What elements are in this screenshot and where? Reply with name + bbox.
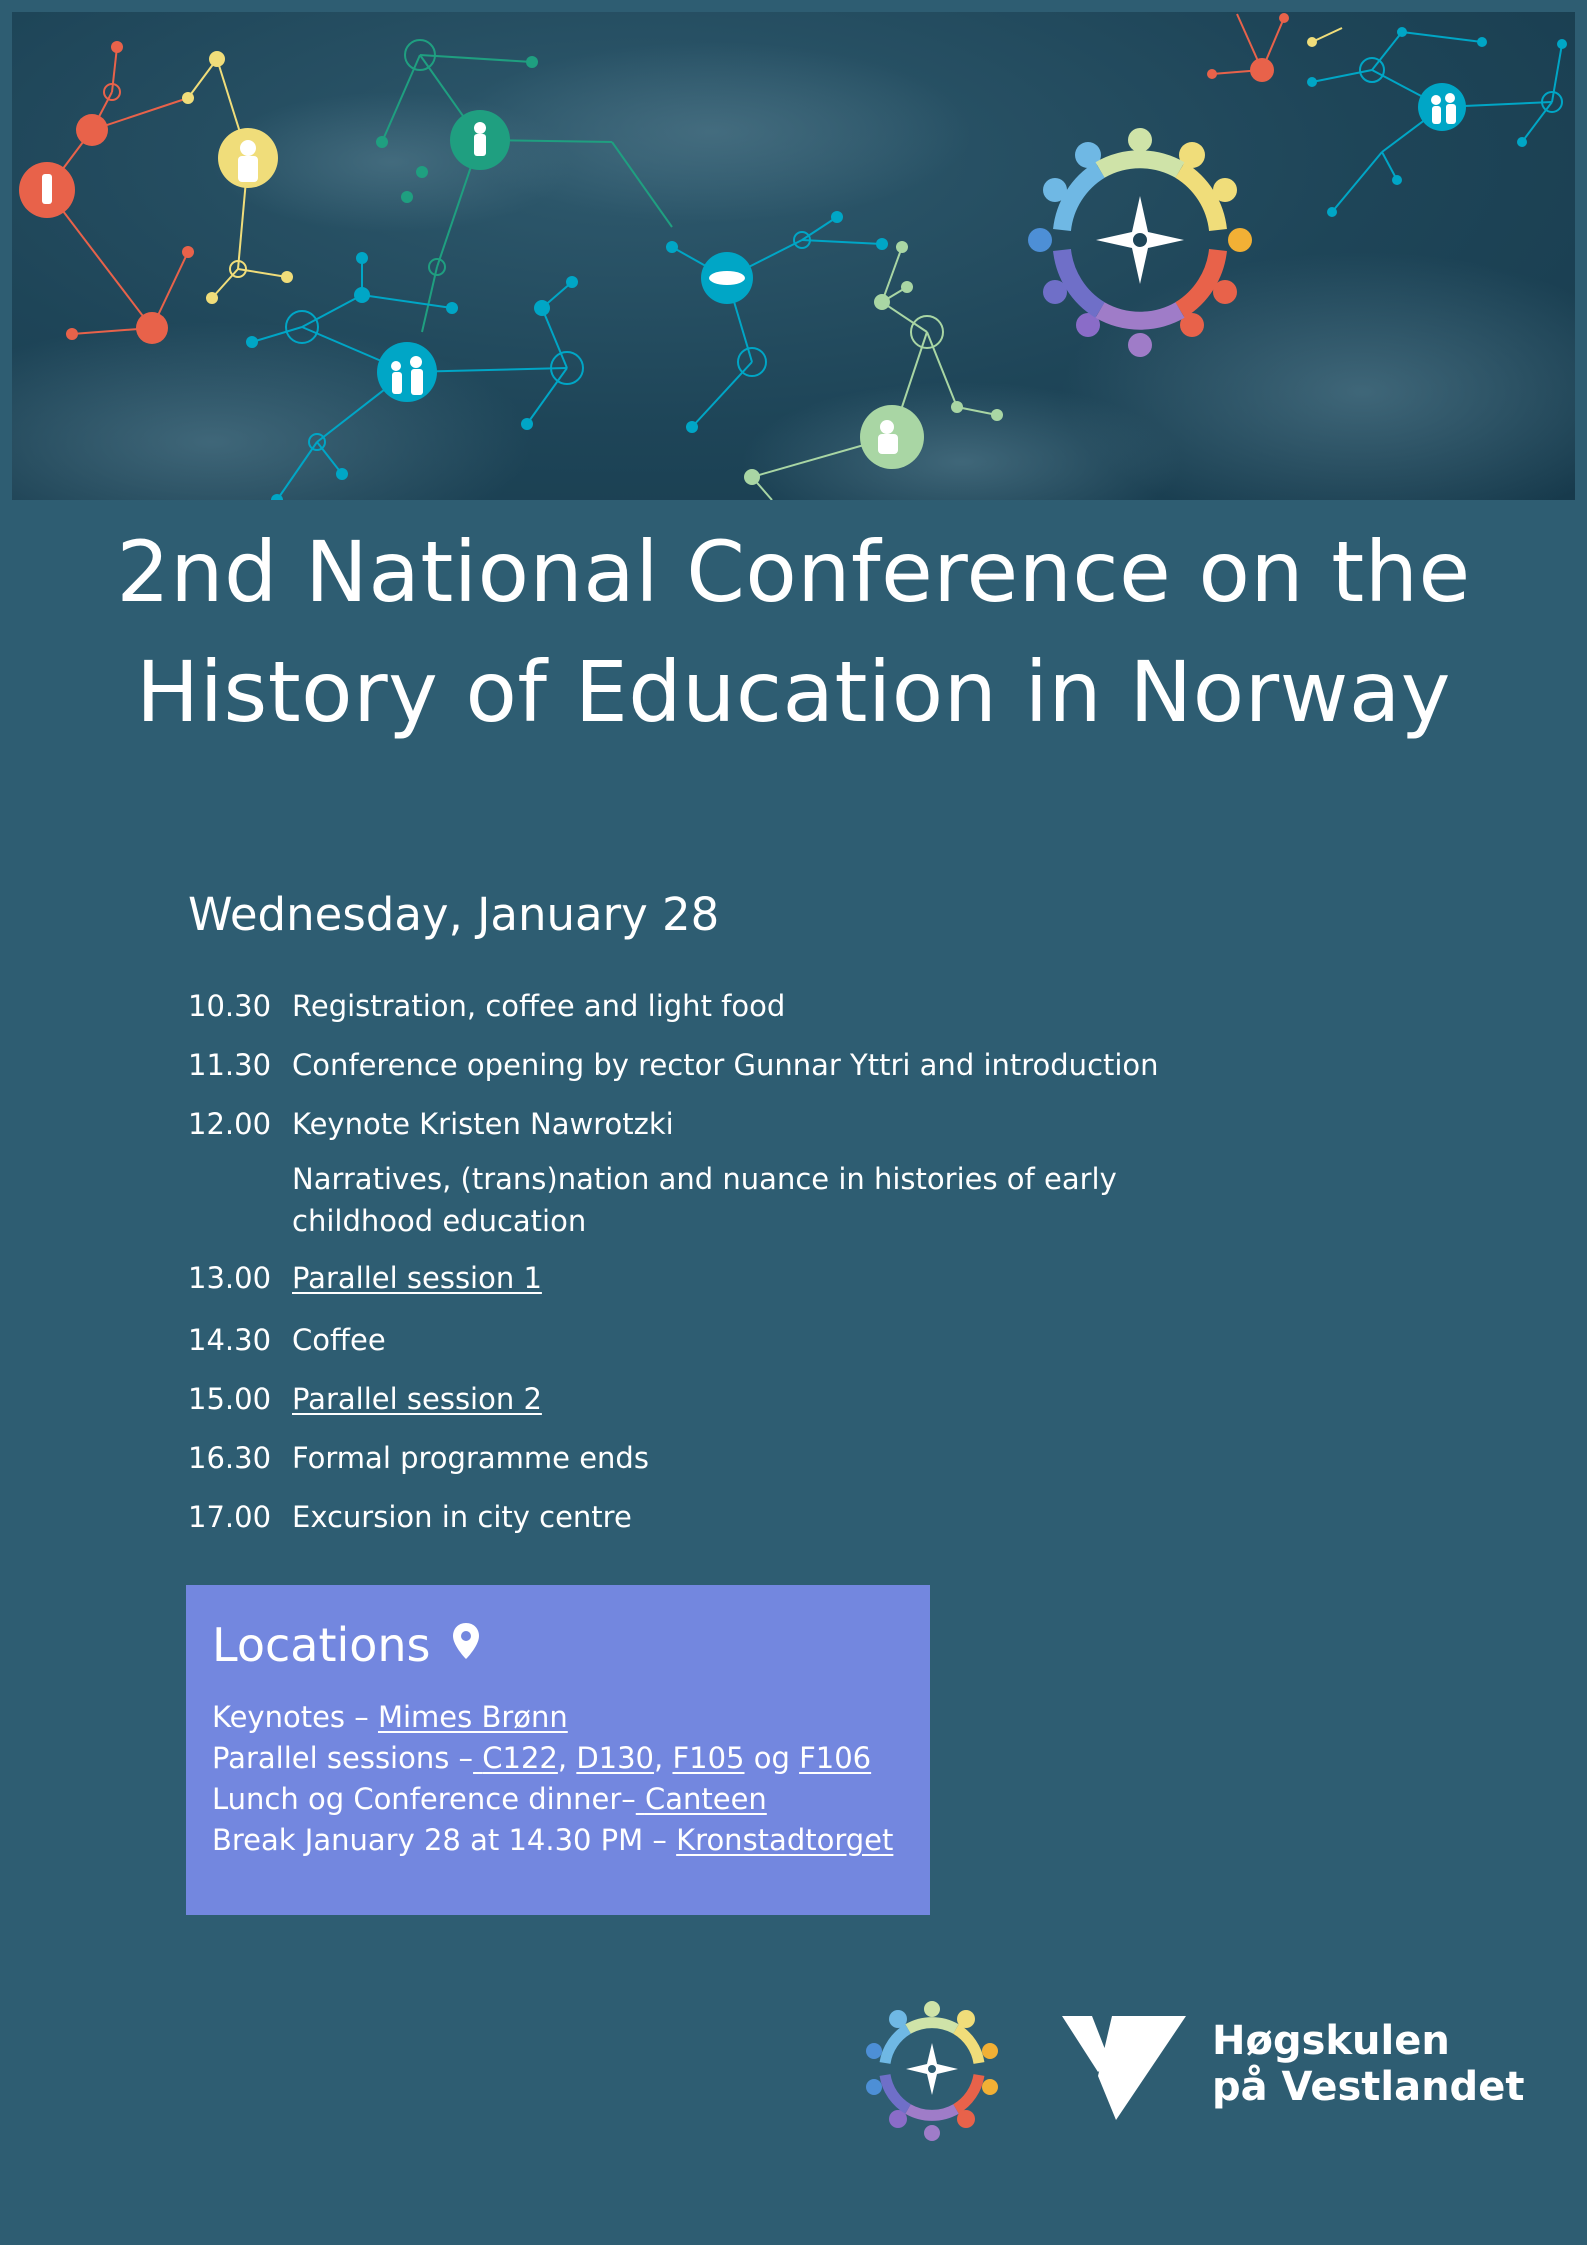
schedule-time: 16.30 xyxy=(188,1441,272,1475)
locations-box xyxy=(186,1585,930,1915)
schedule-row xyxy=(188,1319,1338,1361)
schedule-row xyxy=(188,1437,1338,1479)
schedule-time: 13.00 xyxy=(188,1261,272,1295)
break-label: Break January 28 at 14.30 PM – xyxy=(212,1823,677,1857)
canteen-link[interactable]: Canteen xyxy=(644,1782,767,1816)
room-f105-link[interactable]: F105 xyxy=(672,1741,745,1775)
header-banner xyxy=(12,12,1575,500)
locations-lunch xyxy=(212,1779,904,1820)
schedule-row xyxy=(188,985,1338,1027)
day-heading: Wednesday, January 28 xyxy=(188,888,720,941)
locations-heading: Locations xyxy=(212,1618,431,1672)
location-pin-icon xyxy=(451,1618,481,1672)
keynote-title: Narratives, (trans)nation and nuance in histories of early childhood education xyxy=(292,1162,1117,1238)
locations-header xyxy=(212,1615,904,1675)
lunch-label: Lunch og Conference dinner– xyxy=(212,1782,636,1816)
schedule-row xyxy=(188,1103,1338,1145)
room-f106-link[interactable]: F106 xyxy=(799,1741,872,1775)
network-illustration xyxy=(12,12,1575,500)
title-line-2: History of Education in Norway xyxy=(135,643,1452,741)
comma: , xyxy=(557,1741,577,1775)
parallel-session-2-link[interactable]: Parallel session 2 xyxy=(292,1382,542,1416)
schedule-text: Conference opening by rector Gunnar Yttri and introduction xyxy=(292,1048,1159,1082)
schedule-time: 17.00 xyxy=(188,1500,272,1534)
comma: , xyxy=(654,1741,673,1775)
schedule-time: 11.30 xyxy=(188,1048,272,1082)
kronstadtorget-link[interactable]: Kronstadtorget xyxy=(676,1823,894,1857)
title-line-1: 2nd National Conference on the xyxy=(116,523,1471,621)
compass-logo-icon xyxy=(858,1995,1006,2147)
mimes-bronn-link[interactable]: Mimes Brønn xyxy=(377,1700,568,1734)
institution-name xyxy=(1212,2018,1524,2110)
room-c122-link[interactable]: C122 xyxy=(482,1741,558,1775)
schedule-text: Excursion in city centre xyxy=(292,1500,632,1534)
institution-line-2: på Vestlandet xyxy=(1212,2064,1525,2110)
schedule-time: 14.30 xyxy=(188,1323,272,1357)
schedule-row xyxy=(188,1158,1338,1242)
schedule-time: 12.00 xyxy=(188,1107,272,1141)
og-text: og xyxy=(744,1741,800,1775)
keynotes-label: Keynotes – xyxy=(212,1700,378,1734)
hvl-logo-icon xyxy=(1062,2012,1190,2128)
institution-line-1: Høgskulen xyxy=(1212,2018,1450,2064)
schedule-time xyxy=(188,1158,292,1242)
locations-break xyxy=(212,1820,904,1861)
schedule-time: 15.00 xyxy=(188,1382,272,1416)
schedule-text: Registration, coffee and light food xyxy=(292,989,786,1023)
schedule-text: Formal programme ends xyxy=(292,1441,649,1475)
schedule-row xyxy=(188,1257,1338,1299)
page-title xyxy=(0,512,1587,752)
locations-keynotes xyxy=(212,1697,904,1738)
locations-parallel xyxy=(212,1738,904,1779)
schedule-time: 10.30 xyxy=(188,989,272,1023)
schedule-text: Coffee xyxy=(292,1323,386,1357)
schedule-list xyxy=(188,985,1338,1538)
parallel-label: Parallel sessions – xyxy=(212,1741,474,1775)
room-d130-link[interactable]: D130 xyxy=(576,1741,655,1775)
parallel-session-1-link[interactable]: Parallel session 1 xyxy=(292,1261,542,1295)
schedule-text: Keynote Kristen Nawrotzki xyxy=(292,1107,674,1141)
schedule-row xyxy=(188,1044,1338,1086)
schedule-row xyxy=(188,1378,1338,1420)
schedule-row xyxy=(188,1496,1338,1538)
